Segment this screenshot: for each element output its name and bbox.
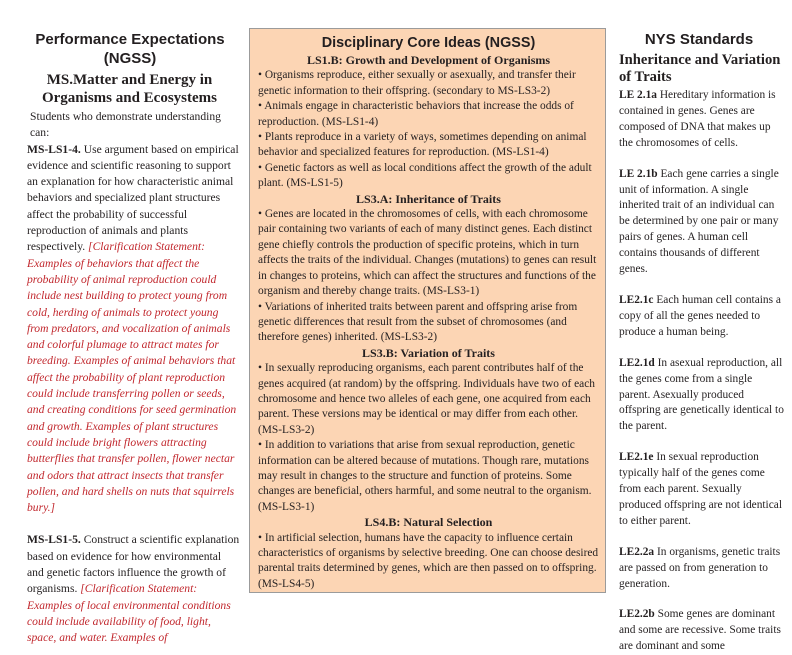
standard-code: LE2.2a [619,545,655,558]
section-title: LS3.B: Variation of Traits [362,345,495,360]
clarification-statement: [Clarification Statement: Examples of local environmental conditions could include availability of food, light, space, and water. Examples of [27,582,231,645]
list-item: • Variations of inherited traits between parent and offspring arise from genetic differences that result from the subset of chromosomes (and therefore genes) inherited. (MS-LS3-2) [258,300,578,344]
list-item: • Genetic factors as well as local conditions affect the growth of the adult plant. (MS-LS1-5) [258,161,592,190]
standard-item [619,88,786,152]
standard-code: LE 2.1b [619,167,658,180]
list-item: • In addition to variations that arise from sexual reproduction, genetic information can be altered because of mutations. Though rare, mutations may result in changes to the structure and function of proteins. Some changes are beneficial, others harmful, and some neutral to the organism. (MS-LS3-1) [258,439,592,513]
standard-item [619,545,786,593]
standard-code: LE2.2b [619,608,655,621]
pe-text: Construct a scientific explanation based on evidence for how environmental and genetic factors influence the growth of organisms. [27,533,240,596]
standard-code: LE2.1e [619,451,654,464]
standard-item [619,450,786,530]
core-idea-section [258,192,599,346]
standard-item [619,293,786,341]
standard-item [619,356,786,436]
pe-code: MS-LS1-5. [27,533,81,547]
core-idea-section [258,346,599,515]
standard-code: LE2.1d [619,356,655,369]
performance-expectations-heading: Performance Expectations (NGSS) [35,31,225,67]
list-item: • In sexually reproducing organisms, each parent contributes half of the genes acquired (at random) by the offspring. Individuals have two of each chromosome and hence two alleles of each gene, one acquired from each parent. These versions may be identical or may differ from each other. (MS-LS3-2) [258,362,595,436]
standard-item [619,167,786,278]
standard-text: In sexual reproduction typically half of the genes come from each parent. Sexually produced offspring are not identical to either parent. [619,451,783,527]
nys-standards-column [606,0,792,653]
pe-code: MS-LS1-4. [27,142,81,156]
section-title: LS4.B: Natural Selection [364,515,493,530]
pe-ms-ls1-5 [27,532,240,646]
section-title: LS3.A: Inheritance of Traits [356,191,501,206]
pe-ms-ls1-4 [27,142,240,517]
standard-text: Each human cell contains a copy of all the genes needed to produce a human being. [619,293,781,338]
nys-standards-subheading: Inheritance and Variation of Traits [619,52,781,85]
intro-text: Students who demonstrate understanding can: [30,110,221,140]
standard-text: In asexual reproduction, all the genes come from a single parent. Asexually produced offspring are genetically identical to the parent. [619,356,784,433]
standard-item [619,607,786,655]
core-idea-section [258,53,599,192]
pe-text: Use argument based on empirical evidence and scientific reasoning to support an explanation for how characteristic animal behaviors and specialized plant structures affect the probability of successful reproduction of animals and plants respectively. [27,142,239,254]
nys-standards-heading: NYS Standards [644,31,754,48]
standard-code: LE2.1c [619,293,654,306]
standard-text: Each gene carries a single unit of information. A single inherited trait of an individual can be determined by one pair or many pairs of genes. A human cell contains thousands of different genes. [619,167,779,276]
standard-code: LE 2.1a [619,89,657,101]
standard-text: In organisms, genetic traits are passed on from generation to generation. [619,545,781,590]
core-ideas-heading: Disciplinary Core Ideas (NGSS) [321,35,536,51]
section-title: LS1.B: Growth and Development of Organisms [306,53,551,67]
standard-text: Some genes are dominant and some are recessive. Some traits are dominant and some [619,608,781,653]
list-item: • Genes are located in the chromosomes of cells, with each chromosome pair containing two variants of each of many distinct genes. Each distinct gene chiefly controls the production of specific proteins, which in turn affects the traits of the individual. Changes (mutations) to genes can result in changes to proteins, which can affect the structures and functions of the organism and thereby change traits. (MS-LS3-1) [258,208,597,298]
performance-expectations-column [0,0,250,645]
clarification-statement: [Clarification Statement: Examples of behaviors that affect the probability of animal reproduction could include nest building to protect young from cold, herding of animals to protect young from predators, and vocalization of animals and colorful plumage to attract mates for breeding. Examples of animal behaviors that affect the probability of plant reproduction could include transferring pollen or seeds, and creating conditions for seed germination and growth. Examples of plant structures could include bright flowers attracting butterflies that transfer pollen, flower nectar and odors that attract insects that transfer pollen, and hard shells on nuts that squirrels bury.] [27,240,237,515]
list-item: • Organisms reproduce, either sexually or asexually, and transfer their genetic information to their offspring. (secondary to MS-LS3-2) [258,69,576,97]
list-item: • Animals engage in characteristic behaviors that increase the odds of reproduction. (MS-LS1-4) [258,100,574,128]
core-idea-section [258,515,599,592]
list-item: • Plants reproduce in a variety of ways, sometimes depending on animal behavior and specialized features for reproduction. (MS-LS1-4) [258,131,587,159]
disciplinary-core-ideas-box [249,28,606,593]
performance-expectations-subheading: MS.Matter and Energy in Organisms and Ecosystems [41,72,217,106]
standard-text: Hereditary information is contained in genes. Genes are composed of DNA that makes up the chromosomes of cells. [619,89,776,149]
list-item: • In artificial selection, humans have the capacity to influence certain characteristics of organisms by selective breeding. One can choose desired parental traits determined by genes, which are then passed on to offspring. (MS-LS4-5) [258,531,599,590]
